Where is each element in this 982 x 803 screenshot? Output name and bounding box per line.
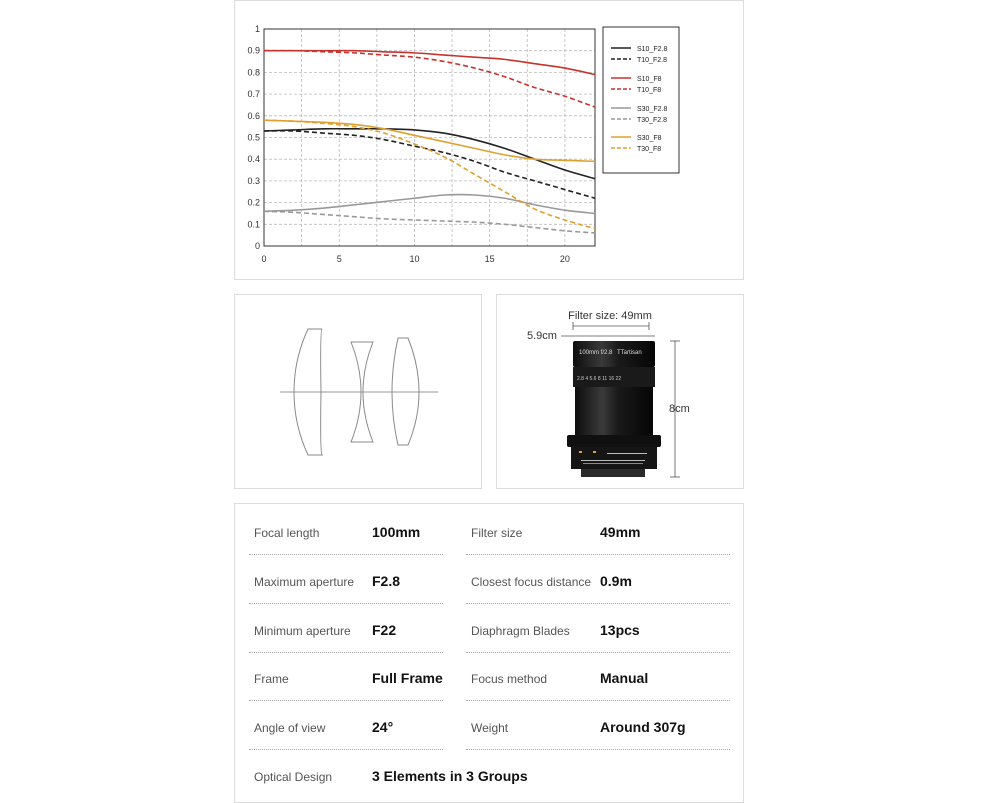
y-tick-label: 0.3 [247,175,260,186]
row-divider [249,652,443,653]
chart-legend [603,27,679,173]
x-tick-label: 0 [261,254,267,264]
legend-label: T10_F2.8 [637,57,667,64]
spec-value-weight: Around 307g [600,719,686,735]
spec-label-optical-design: Optical Design [254,770,333,784]
spec-label-filter-size: Filter size [471,526,523,540]
y-tick-label: 0.8 [247,67,260,78]
spec-value-filter-size: 49mm [600,524,641,540]
legend-label: S10_F8 [637,76,662,83]
spec-label-frame: Frame [254,672,289,686]
diameter-label: 5.9cm [527,330,557,342]
row-divider [249,700,443,701]
series-line-s30-f8 [264,120,595,161]
y-tick-label: 0.1 [247,219,260,230]
y-tick-label: 0 [254,241,260,251]
legend-label: S10_F2.8 [637,46,668,53]
row-divider [466,652,730,653]
y-tick-label: 0.5 [247,132,260,143]
series-line-s10-f2-8 [264,129,595,179]
row-divider [466,554,730,555]
y-tick-label: 1 [254,24,260,34]
height-label: 8cm [669,403,690,415]
mtf-chart [235,1,745,281]
spec-value-focus-method: Manual [600,670,649,686]
spec-label-focal-length: Focal length [254,526,320,540]
series-line-s30-f2-8 [264,195,595,214]
spec-value-maximum-aperture: F2.8 [372,573,401,589]
lens-brand-marking: TTartisan [617,350,642,356]
series-line-t10-f2-8 [264,131,595,198]
chart-series [264,51,595,233]
legend-label: T10_F8 [637,87,662,94]
lens-element-diagram [235,295,483,490]
row-divider [249,554,443,555]
spec-label-focus-method: Focus method [471,672,548,686]
series-line-t30-f8 [264,120,595,229]
row-divider [466,749,730,750]
y-tick-label: 0.2 [247,197,260,208]
x-tick-label: 15 [484,254,495,264]
lens-aperture-marking: 2.8 4 5.6 8 11 16 22 [577,376,622,382]
lens-mount [581,469,645,477]
y-tick-label: 0.7 [247,89,260,100]
lens-model-marking: 100mm f/2.8 [579,350,613,356]
y-tick-label: 0.4 [247,154,260,165]
y-tick-label: 0.6 [247,110,260,121]
legend-label: S30_F2.8 [637,106,668,113]
x-tick-label: 20 [559,254,570,264]
series-line-s10-f8 [264,51,595,75]
spec-label-closest-focus: Closest focus distance [471,575,592,589]
series-line-t10-f8 [264,51,595,108]
spec-table [234,503,744,803]
legend-label: T30_F2.8 [637,117,667,124]
row-divider [249,749,443,750]
spec-label-minimum-aperture: Minimum aperture [254,624,351,638]
mtf-chart-panel [234,0,744,280]
series-line-t30-f2-8 [264,211,595,233]
legend-label: S30_F8 [637,135,662,142]
lens-photo-panel [496,294,744,489]
spec-value-frame: Full Frame [372,670,443,686]
filter-size-label: Filter size: 49mm [568,310,652,322]
spec-value-optical-design: 3 Elements in 3 Groups [372,768,528,784]
row-divider [466,700,730,701]
legend-label: T30_F8 [637,146,662,153]
spec-label-diaphragm-blades: Diaphragm Blades [471,624,570,638]
lens-scale-ring [571,447,657,469]
x-tick-label: 10 [409,254,420,264]
optical-diagram-panel [234,294,482,489]
spec-label-maximum-aperture: Maximum aperture [254,575,355,589]
spec-value-closest-focus: 0.9m [600,573,632,589]
spec-value-focal-length: 100mm [372,524,421,540]
spec-value-minimum-aperture: F22 [372,622,397,638]
row-divider [466,603,730,604]
spec-label-weight: Weight [471,721,509,735]
spec-label-angle-of-view: Angle of view [254,721,326,735]
lens-focus-ring [567,435,661,447]
lens-product-image [497,295,745,490]
lens-main-barrel [575,387,653,435]
spec-value-angle-of-view: 24° [372,719,394,735]
x-tick-label: 5 [336,254,342,264]
chart-axes [247,24,595,264]
row-divider [249,603,443,604]
spec-value-diaphragm-blades: 13pcs [600,622,640,638]
y-tick-label: 0.9 [247,45,260,56]
